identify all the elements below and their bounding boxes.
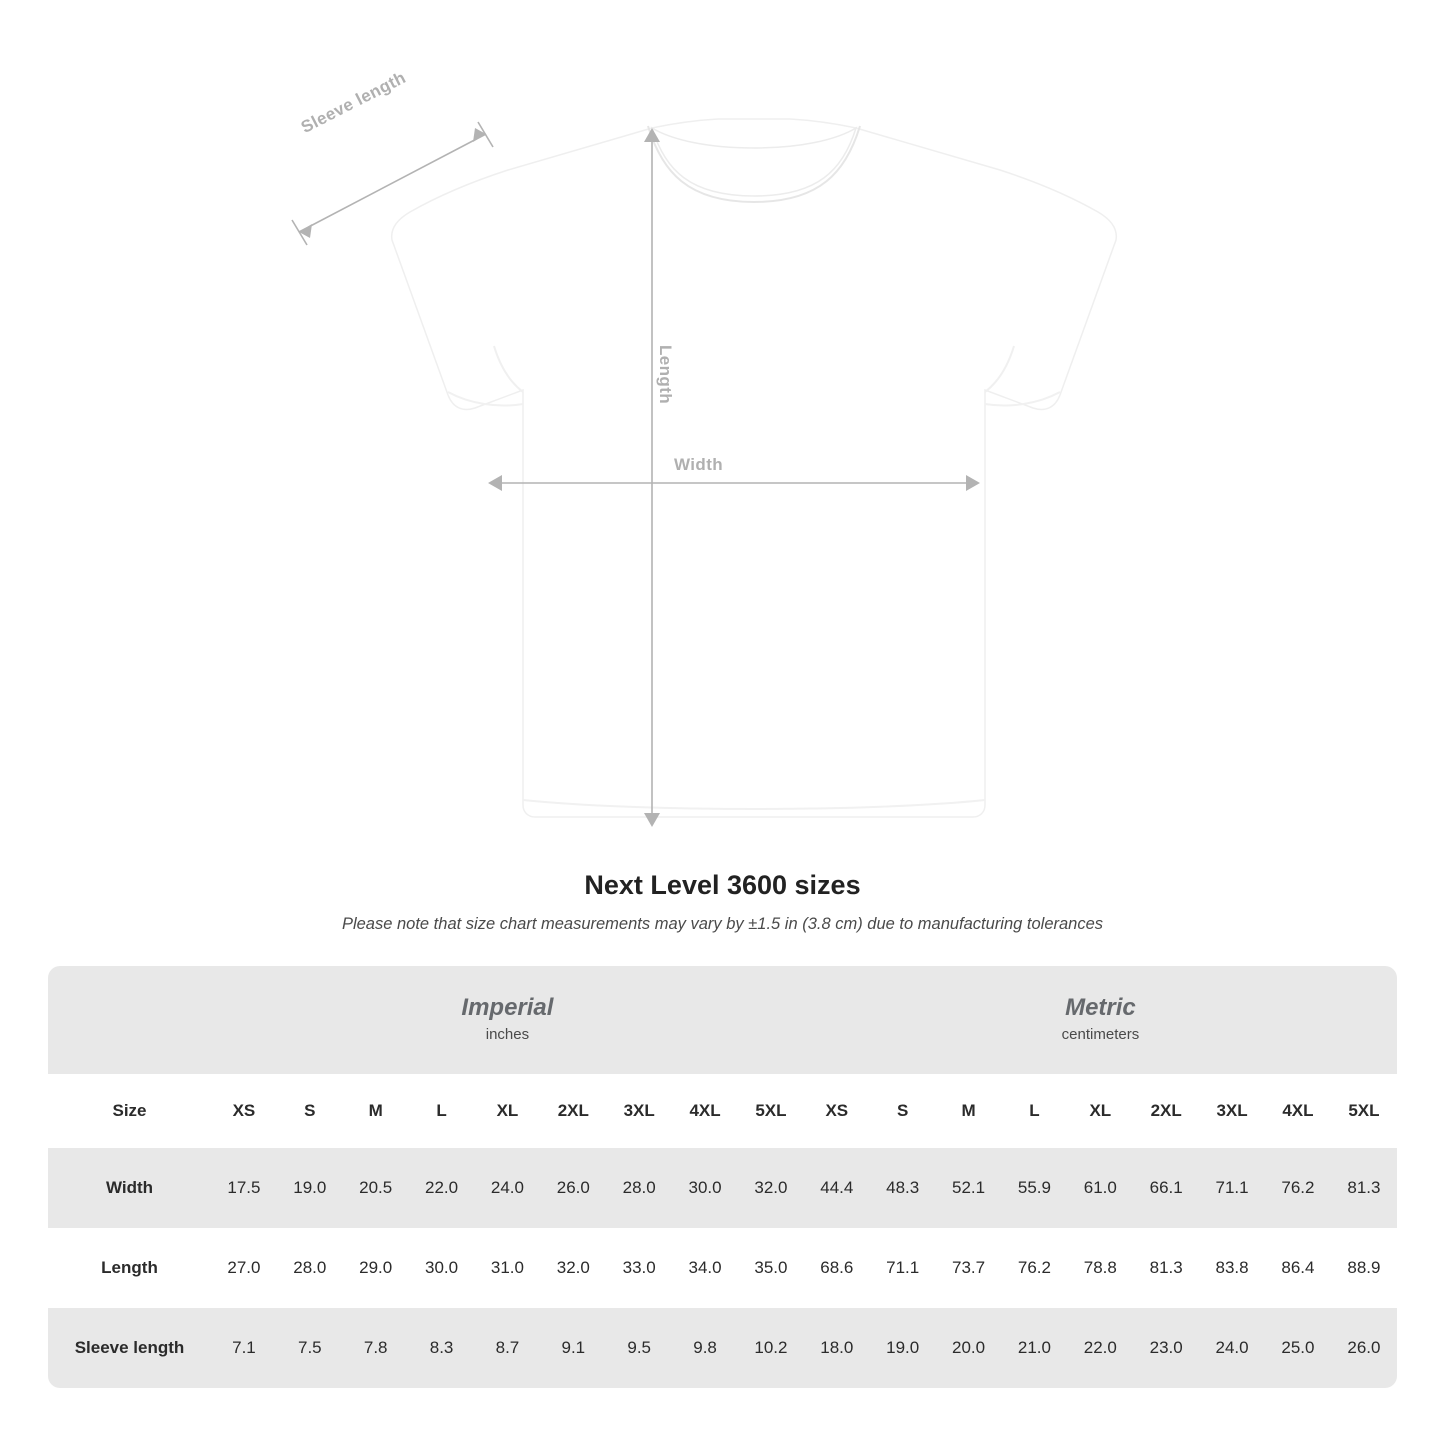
length-metric-xs: 68.6 bbox=[804, 1228, 870, 1308]
sleeve-imperial-xl: 8.7 bbox=[475, 1308, 541, 1388]
unit-group-imperial bbox=[211, 966, 804, 1074]
width-imperial-m: 20.5 bbox=[343, 1148, 409, 1228]
sleeve-metric-xl: 22.0 bbox=[1067, 1308, 1133, 1388]
sleeve-metric-3xl: 24.0 bbox=[1199, 1308, 1265, 1388]
size-header-metric-4xl: 4XL bbox=[1265, 1074, 1331, 1148]
unit-group-imperial-name: Imperial bbox=[461, 994, 554, 1021]
size-table-container bbox=[48, 966, 1397, 1388]
unit-group-metric bbox=[804, 966, 1397, 1074]
width-imperial-l: 22.0 bbox=[409, 1148, 475, 1228]
sleeve-metric-m: 20.0 bbox=[936, 1308, 1002, 1388]
width-metric-xs: 44.4 bbox=[804, 1148, 870, 1228]
sleeve-metric-2xl: 23.0 bbox=[1133, 1308, 1199, 1388]
length-metric-m: 73.7 bbox=[936, 1228, 1002, 1308]
unit-group-row bbox=[48, 966, 1397, 1074]
length-imperial-xs: 27.0 bbox=[211, 1228, 277, 1308]
length-dimension-label: Length bbox=[656, 345, 675, 405]
size-header-metric-xs: XS bbox=[804, 1074, 870, 1148]
table-row-sleeve-length bbox=[48, 1308, 1397, 1388]
sleeve-imperial-xs: 7.1 bbox=[211, 1308, 277, 1388]
sleeve-imperial-4xl: 9.8 bbox=[672, 1308, 738, 1388]
length-metric-3xl: 83.8 bbox=[1199, 1228, 1265, 1308]
length-imperial-5xl: 35.0 bbox=[738, 1228, 804, 1308]
width-metric-5xl: 81.3 bbox=[1331, 1148, 1397, 1228]
length-imperial-3xl: 33.0 bbox=[606, 1228, 672, 1308]
width-metric-2xl: 66.1 bbox=[1133, 1148, 1199, 1228]
width-metric-s: 48.3 bbox=[870, 1148, 936, 1228]
sleeve-imperial-s: 7.5 bbox=[277, 1308, 343, 1388]
table-row-length bbox=[48, 1228, 1397, 1308]
size-header-metric-s: S bbox=[870, 1074, 936, 1148]
width-metric-xl: 61.0 bbox=[1067, 1148, 1133, 1228]
size-header-metric-m: M bbox=[936, 1074, 1002, 1148]
size-table bbox=[48, 966, 1397, 1388]
size-header-row bbox=[48, 1074, 1397, 1148]
width-imperial-5xl: 32.0 bbox=[738, 1148, 804, 1228]
width-metric-3xl: 71.1 bbox=[1199, 1148, 1265, 1228]
length-imperial-xl: 31.0 bbox=[475, 1228, 541, 1308]
width-metric-4xl: 76.2 bbox=[1265, 1148, 1331, 1228]
table-row-width bbox=[48, 1148, 1397, 1228]
sleeve-length-dimension-label: Sleeve length bbox=[298, 67, 409, 137]
row-label-sleeve-length: Sleeve length bbox=[48, 1308, 211, 1388]
size-header-imperial-xs: XS bbox=[211, 1074, 277, 1148]
size-header-metric-2xl: 2XL bbox=[1133, 1074, 1199, 1148]
length-metric-l: 76.2 bbox=[1002, 1228, 1068, 1308]
chart-heading bbox=[0, 870, 1445, 934]
size-header-label: Size bbox=[48, 1074, 211, 1148]
size-header-metric-5xl: 5XL bbox=[1331, 1074, 1397, 1148]
width-metric-l: 55.9 bbox=[1002, 1148, 1068, 1228]
size-header-imperial-xl: XL bbox=[475, 1074, 541, 1148]
length-imperial-4xl: 34.0 bbox=[672, 1228, 738, 1308]
width-imperial-4xl: 30.0 bbox=[672, 1148, 738, 1228]
sleeve-metric-4xl: 25.0 bbox=[1265, 1308, 1331, 1388]
length-imperial-s: 28.0 bbox=[277, 1228, 343, 1308]
size-header-imperial-4xl: 4XL bbox=[672, 1074, 738, 1148]
size-header-metric-xl: XL bbox=[1067, 1074, 1133, 1148]
length-metric-s: 71.1 bbox=[870, 1228, 936, 1308]
page-title: Next Level 3600 sizes bbox=[584, 870, 861, 900]
size-header-imperial-3xl: 3XL bbox=[606, 1074, 672, 1148]
length-metric-2xl: 81.3 bbox=[1133, 1228, 1199, 1308]
length-imperial-l: 30.0 bbox=[409, 1228, 475, 1308]
size-header-metric-3xl: 3XL bbox=[1199, 1074, 1265, 1148]
sleeve-metric-xs: 18.0 bbox=[804, 1308, 870, 1388]
sleeve-imperial-5xl: 10.2 bbox=[738, 1308, 804, 1388]
size-header-imperial-s: S bbox=[277, 1074, 343, 1148]
sleeve-imperial-3xl: 9.5 bbox=[606, 1308, 672, 1388]
row-label-width: Width bbox=[48, 1148, 211, 1228]
size-header-imperial-l: L bbox=[409, 1074, 475, 1148]
length-metric-xl: 78.8 bbox=[1067, 1228, 1133, 1308]
length-imperial-2xl: 32.0 bbox=[540, 1228, 606, 1308]
unit-group-imperial-sub: inches bbox=[485, 1026, 530, 1043]
sleeve-imperial-l: 8.3 bbox=[409, 1308, 475, 1388]
width-imperial-2xl: 26.0 bbox=[540, 1148, 606, 1228]
width-dimension-label: Width bbox=[674, 455, 724, 474]
width-metric-m: 52.1 bbox=[936, 1148, 1002, 1228]
size-header-metric-l: L bbox=[1002, 1074, 1068, 1148]
sleeve-imperial-2xl: 9.1 bbox=[540, 1308, 606, 1388]
sleeve-metric-5xl: 26.0 bbox=[1331, 1308, 1397, 1388]
size-header-imperial-5xl: 5XL bbox=[738, 1074, 804, 1148]
sleeve-imperial-m: 7.8 bbox=[343, 1308, 409, 1388]
tolerance-note: Please note that size chart measurements may vary by ±1.5 in (3.8 cm) due to manufacturing tolerances bbox=[341, 915, 1104, 933]
unit-group-metric-name: Metric bbox=[1065, 994, 1136, 1021]
length-metric-5xl: 88.9 bbox=[1331, 1228, 1397, 1308]
width-imperial-xs: 17.5 bbox=[211, 1148, 277, 1228]
width-imperial-xl: 24.0 bbox=[475, 1148, 541, 1228]
size-header-imperial-m: M bbox=[343, 1074, 409, 1148]
length-metric-4xl: 86.4 bbox=[1265, 1228, 1331, 1308]
unit-group-metric-sub: centimeters bbox=[1061, 1026, 1140, 1043]
width-imperial-3xl: 28.0 bbox=[606, 1148, 672, 1228]
unit-row-blank bbox=[48, 966, 211, 1074]
sleeve-metric-l: 21.0 bbox=[1002, 1308, 1068, 1388]
size-header-imperial-2xl: 2XL bbox=[540, 1074, 606, 1148]
row-label-length: Length bbox=[48, 1228, 211, 1308]
tshirt-shape bbox=[392, 119, 1117, 817]
length-imperial-m: 29.0 bbox=[343, 1228, 409, 1308]
width-imperial-s: 19.0 bbox=[277, 1148, 343, 1228]
sleeve-metric-s: 19.0 bbox=[870, 1308, 936, 1388]
